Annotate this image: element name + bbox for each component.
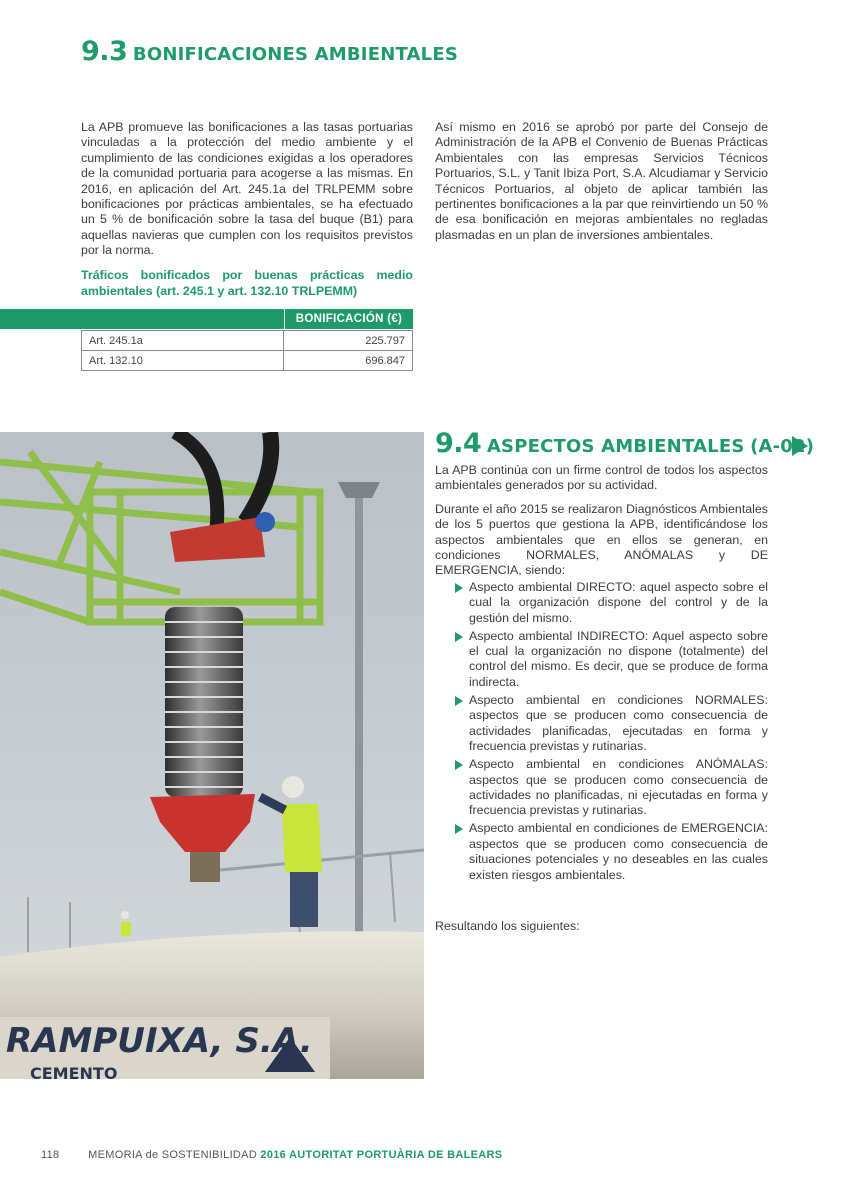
list-item-text: Aspecto ambiental en condiciones ANÓMALAS: aspectos que se producen como consecuencia de actividades no planificadas, ni ejecutadas en forma y frecuencia previstas y rutinarias. — [469, 757, 768, 818]
section-94-number: 9.4 — [435, 428, 482, 459]
table-row — [82, 331, 413, 351]
bullet-triangle-icon — [455, 696, 463, 706]
list-item-text: Aspecto ambiental DIRECTO: aquel aspecto sobre el cual la organización dispone del control y de la gestión del mismo. — [469, 579, 768, 625]
footer-year-org: 2016 AUTORITAT PORTUÀRIA DE BALEARS — [260, 1149, 503, 1161]
table-cell-label: Art. 132.10 — [82, 351, 284, 371]
section-arrow-icon — [792, 436, 808, 456]
list-item — [435, 757, 768, 819]
section-94-intro: La APB continúa con un firme control de todos los aspectos ambientales generados por su actividad. — [435, 463, 768, 493]
table-cell-label: Art. 245.1a — [82, 331, 284, 351]
section-94-title — [435, 428, 814, 459]
bullet-triangle-icon — [455, 760, 463, 770]
list-item — [435, 821, 768, 883]
table-row — [82, 351, 413, 371]
section-93-paragraph-left: La APB promueve las bonificaciones a las tasas portuarias vinculadas a la protección del medio ambiente y el cumplimiento de las condiciones exigidas a los operadores de la comunidad portuaria para acogerse a las mismas. En 2016, en aplicación del Art. 245.1a del TRLPEMM sobre bonificaciones por prácticas ambientales, se ha efectuado un 5 % de bonificación sobre la tasa del buque (B1) para aquellas navieras que cumplen con los requisitos previstos por la norma. — [81, 120, 413, 258]
tanker-sign-partial-text: CEMENTO — [30, 1064, 118, 1079]
page-footer — [41, 1149, 502, 1161]
list-item — [435, 580, 768, 626]
table-cell-value: 225.797 — [284, 331, 413, 351]
bullet-triangle-icon — [455, 583, 463, 593]
table-title: Tráficos bonificados por buenas prácticas medio ambientales (art. 245.1 y art. 132.10 TRLPEMM) — [81, 268, 413, 298]
port-loading-photo — [0, 432, 424, 1079]
list-item — [435, 693, 768, 755]
section-94-code: (A-02) — [750, 436, 815, 457]
bullet-triangle-icon — [455, 824, 463, 834]
section-93-title — [81, 36, 458, 67]
footer-memoria: MEMORIA — [88, 1149, 143, 1161]
list-item-text: Aspecto ambiental en condiciones NORMALES: aspectos que se producen como consecuencia de actividades planificadas, ejecutadas en forma y frecuencia previstas y rutinarias. — [469, 692, 768, 754]
bonificaciones-table — [81, 330, 413, 371]
aspects-list — [435, 580, 768, 883]
section-94-heading: ASPECTOS AMBIENTALES — [486, 436, 745, 457]
section-93-paragraph-right: Así mismo en 2016 se aprobó por parte del Consejo de Administración de la APB el Convenio de Buenas Prácticas Ambientales con las empresas Servicios Técnicos Portuarios, S.L. y Tanit Ibiza Port, S.A. Alcudiamar y Servicio Técnicos Portuarios, al objeto de aplicar también las pertinentes bonificaciones a la par que reinvirtiendo un 50 % de esa bonificación en mejoras ambientales no regladas plasmadas en un plan de inversiones ambientales. — [435, 120, 768, 242]
footer-de: de — [145, 1149, 159, 1161]
section-94-body — [435, 463, 768, 886]
section-93-heading: BONIFICACIONES AMBIENTALES — [132, 44, 458, 65]
tanker-sign-text: RAMPUIXA, S.A. — [6, 1021, 313, 1061]
table-cell-value: 696.847 — [284, 351, 413, 371]
list-item-text: Aspecto ambiental INDIRECTO: Aquel aspecto sobre el cual la organización no dispone (totalmente) del control del mismo. Es decir, que se produce de forma indirecta. — [469, 628, 768, 689]
section-94-closing: Resultando los siguientes: — [435, 919, 580, 933]
footer-sostenibilidad: SOSTENIBILIDAD — [161, 1149, 258, 1161]
list-item — [435, 629, 768, 691]
section-93-number: 9.3 — [81, 36, 128, 67]
table-header-bonificacion: BONIFICACIÓN (€) — [284, 309, 413, 329]
page-number: 118 — [41, 1149, 60, 1161]
bullet-triangle-icon — [455, 632, 463, 642]
section-94-paragraph: Durante el año 2015 se realizaron Diagnósticos Ambientales de los 5 puertos que gestiona la APB, identificándose los aspectos ambientales que en ellos se generan, en condiciones NORMALES, ANÓMALAS y DE EMERGENCIA, siendo: — [435, 501, 768, 578]
list-item-text: Aspecto ambiental en condiciones de EMERGENCIA: aspectos que se producen como consecuencia de situaciones potenciales y no deseables en las cuales existen riesgos ambientales. — [469, 821, 768, 882]
